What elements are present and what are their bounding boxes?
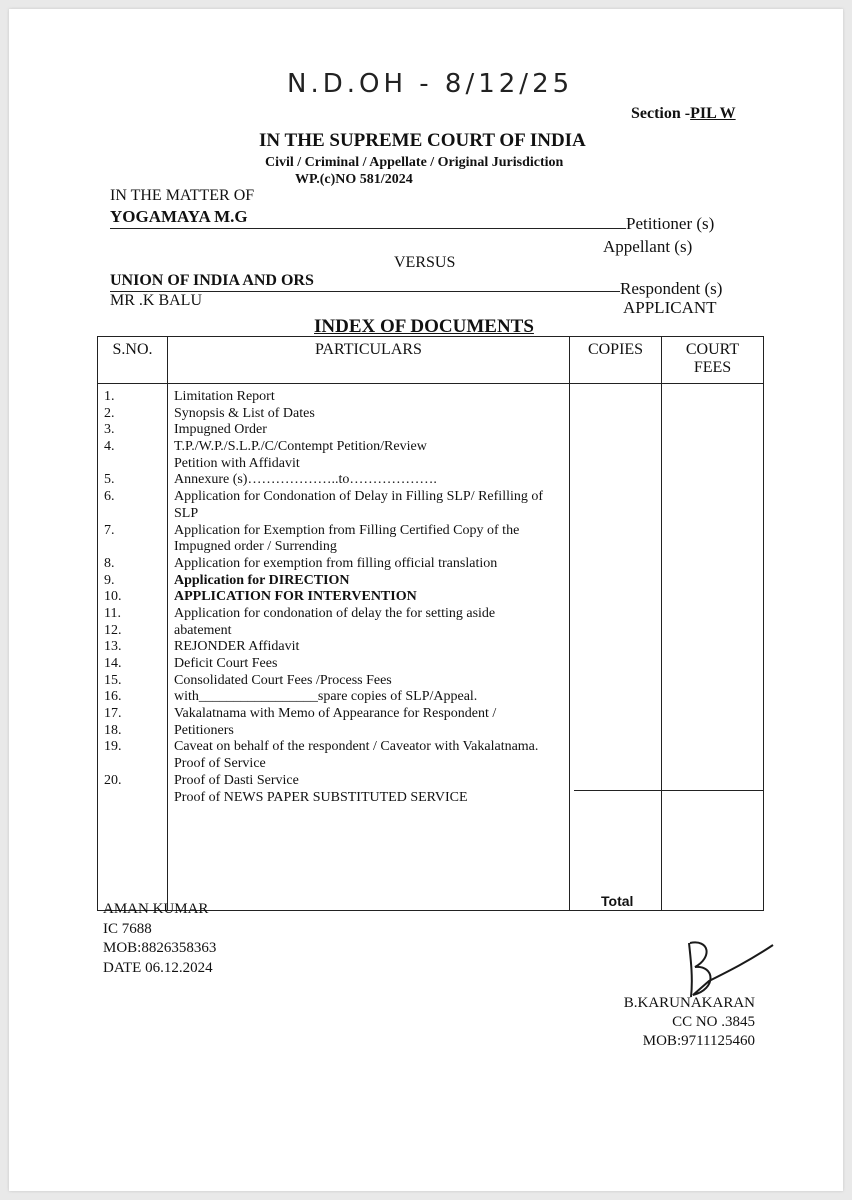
header-court: COURT — [685, 341, 740, 358]
appellant-role: Appellant (s) — [603, 237, 693, 256]
right-advocate-cc: CC NO .3845 — [672, 1014, 755, 1030]
particular-line: Petitioners — [174, 722, 234, 738]
section-prefix: Section - — [631, 105, 691, 122]
total-divider — [574, 790, 764, 791]
sno-cell: 2. — [104, 405, 115, 421]
sno-cell: 8. — [104, 555, 115, 571]
particulars-column — [168, 384, 570, 911]
left-advocate-block — [103, 900, 216, 978]
sno-cell: 7. — [104, 522, 115, 538]
particular-line: Impugned order / Surrending — [174, 539, 337, 555]
sno-cell: 5. — [104, 472, 115, 488]
particular-line: Proof of Dasti Service — [174, 772, 299, 788]
sno-cell: 18. — [104, 722, 122, 738]
sno-column — [98, 384, 168, 911]
particular-line: Application for exemption from filling official translation — [174, 555, 498, 571]
sno-cell: 1. — [104, 389, 115, 404]
particular-line: Application for Condonation of Delay in Filling SLP/ Refilling of — [174, 489, 544, 505]
particular-line: Caveat on behalf of the respondent / Caveator with Vakalatnama. — [174, 739, 539, 755]
header-copies: COPIES — [570, 337, 662, 384]
sno-cell: 15. — [104, 672, 122, 688]
sno-cell: 11. — [104, 605, 121, 621]
sno-cell — [104, 506, 167, 523]
particular-line: Consolidated Court Fees /Process Fees — [174, 672, 392, 688]
respondent-name: UNION OF INDIA AND ORS — [110, 272, 314, 289]
versus: VERSUS — [394, 254, 456, 271]
sno-cell: 10. — [104, 589, 122, 605]
sno-cell: 19. — [104, 739, 122, 755]
sno-cell: 14. — [104, 656, 122, 671]
sno-cell: 6. — [104, 489, 115, 505]
particular-line: Vakalatnama with Memo of Appearance for Respondent / — [174, 706, 497, 722]
left-advocate-name: AMAN KUMAR — [103, 901, 209, 917]
right-advocate-name: B.KARUNAKARAN — [623, 995, 755, 1011]
particular-line: with_________________spare copies of SLP/Appeal. — [174, 689, 478, 705]
table-header-row — [98, 337, 764, 384]
total-label: Total — [601, 893, 634, 909]
section-label — [631, 105, 736, 123]
left-advocate-mob: MOB:8826358363 — [103, 940, 217, 956]
left-advocate-ic: IC 7688 — [103, 920, 152, 937]
sno-cell: 3. — [104, 422, 115, 438]
particular-line: Deficit Court Fees — [174, 656, 278, 671]
sno-cell: 16. — [104, 689, 122, 705]
sno-cell — [104, 756, 167, 773]
header-sno: S.NO. — [98, 337, 168, 384]
sno-cell: 9. — [104, 572, 115, 588]
particular-line: Application for Exemption from Filling Certified Copy of the — [174, 522, 520, 538]
particular-line: Limitation Report — [174, 389, 275, 404]
case-number: WP.(c)NO 581/2024 — [295, 172, 413, 187]
right-advocate-block — [615, 994, 755, 1051]
particular-line: APPLICATION FOR INTERVENTION — [174, 589, 417, 605]
particular-line: Annexure (s)………………..to………………. — [174, 472, 437, 488]
particular-line: Proof of NEWS PAPER SUBSTITUTED SERVICE — [174, 789, 468, 805]
sno-list — [98, 384, 167, 806]
particular-line: REJONDER Affidavit — [174, 639, 300, 655]
petitioner-role: Petitioner (s) — [626, 214, 715, 233]
particular-line: Application for condonation of delay the for setting aside — [174, 605, 496, 621]
petitioner-name: YOGAMAYA M.G — [110, 207, 248, 226]
sno-cell — [104, 456, 167, 473]
sno-cell: 12. — [104, 622, 122, 638]
court-fees-column — [662, 384, 764, 911]
index-title: INDEX OF DOCUMENTS — [314, 316, 534, 337]
index-table — [97, 336, 764, 911]
sno-cell — [104, 790, 167, 807]
header-court-fees — [662, 337, 764, 384]
respondent-role: Respondent (s) — [620, 279, 723, 298]
particular-line: T.P./W.P./S.L.P./C/Contempt Petition/Review — [174, 439, 427, 455]
particular-line: Proof of Service — [174, 756, 266, 772]
particular-line: Petition with Affidavit — [174, 455, 300, 471]
right-advocate-mob: MOB:9711125460 — [642, 1033, 755, 1049]
section-value: PIL W — [690, 105, 736, 122]
particular-line: abatement — [174, 622, 232, 638]
signature-mark — [669, 931, 779, 1003]
court-title: IN THE SUPREME COURT OF INDIA — [259, 130, 586, 151]
header-particulars: PARTICULARS — [168, 337, 570, 384]
respondent-line — [110, 272, 620, 292]
table-body-row — [98, 384, 764, 911]
handwritten-note: N.D.OH - 8/12/25 — [287, 69, 574, 99]
particular-line: Application for DIRECTION — [174, 572, 350, 588]
particular-line: SLP — [174, 505, 199, 521]
sno-cell: 4. — [104, 439, 115, 455]
respondent-counsel: MR .K BALU — [110, 292, 203, 309]
particular-line: Synopsis & List of Dates — [174, 405, 315, 421]
particular-line: Impugned Order — [174, 422, 267, 438]
particulars-list — [168, 384, 569, 806]
applicant-role: APPLICANT — [623, 298, 717, 317]
copies-column — [570, 384, 662, 911]
sno-cell: 13. — [104, 639, 122, 655]
header-fees: FEES — [693, 359, 732, 376]
sno-cell: 20. — [104, 772, 122, 788]
sno-cell — [104, 539, 167, 556]
left-advocate-date: DATE 06.12.2024 — [103, 959, 213, 976]
petitioner-line — [110, 208, 626, 229]
in-the-matter: IN THE MATTER OF — [110, 187, 255, 204]
document-page — [9, 9, 843, 1191]
sno-cell: 17. — [104, 706, 122, 722]
jurisdiction: Civil / Criminal / Appellate / Original Jurisdiction — [265, 155, 564, 170]
